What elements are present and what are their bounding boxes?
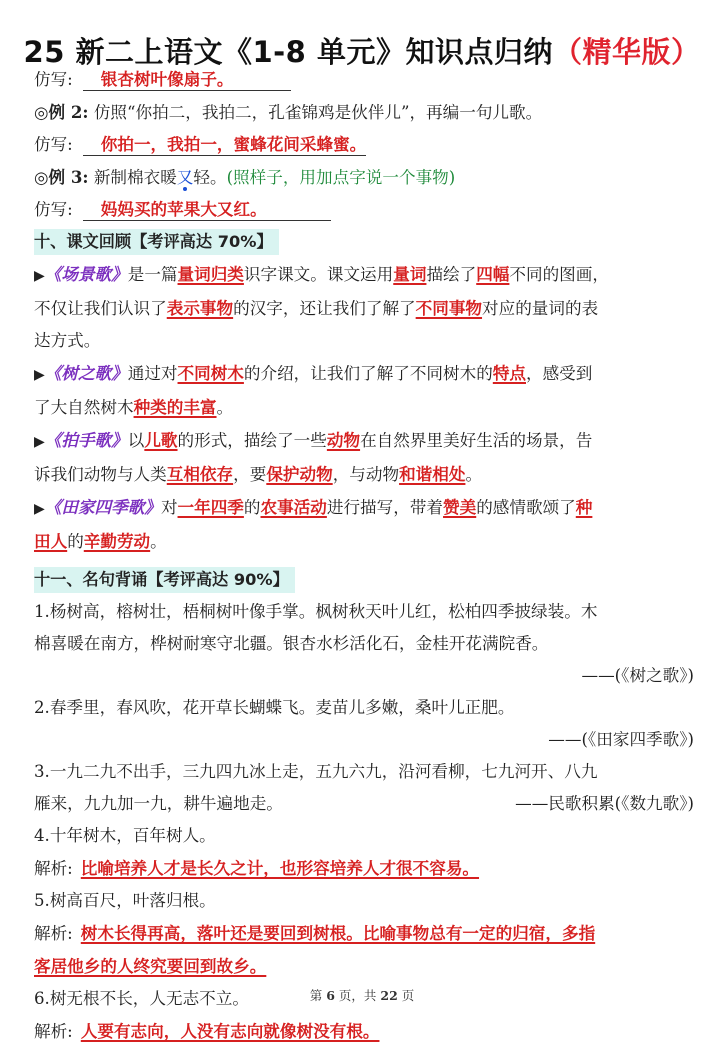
lesson-title: 《树之歌》 <box>44 363 128 383</box>
quote-3-line-2: 雁来，九九加一九，耕牛遍地走。 ——民歌积累(《数九歌》) <box>34 788 694 820</box>
example-3-hint: (照样子，用加点字说一个事物) <box>226 168 456 187</box>
quote-5: 5.树高百尺，叶落归根。 <box>34 891 216 910</box>
review-farm-seasons-song: ▶《田家四季歌》对一年四季的农事活动进行描写，带着赞美的感情歌颂了种 <box>34 497 593 517</box>
review-tree-song-cont: 了大自然树木种类的丰富。 <box>34 397 234 417</box>
document-body <box>34 64 694 1048</box>
section-heading: 十一、名句背诵【考评高达 90%】 <box>34 567 295 593</box>
review-scene-song: ▶《场景歌》是一篇量词归类识字课文。课文运用量词描绘了四幅不同的图画， <box>34 264 609 284</box>
quote-5-analysis-cont: 客居他乡的人终究要回到故乡。 <box>34 956 267 976</box>
review-scene-song-end: 达方式。 <box>34 331 101 350</box>
arrow-icon: ▶ <box>34 367 45 383</box>
quote-4: 4.十年树木，百年树人。 <box>34 826 216 845</box>
arrow-icon: ▶ <box>34 501 45 517</box>
answer-blank: 妈妈买的苹果大又红。 <box>83 198 331 221</box>
answer-blank: 银杏树叶像扇子。 <box>83 68 291 91</box>
quote-2-line-1: 2.春季里，春风吹，花开草长蝴蝶飞。麦苗儿多嫩，桑叶儿正肥。 <box>34 698 515 717</box>
review-clap-song-cont: 诉我们动物与人类互相依存，要保护动物，与动物和谐相处。 <box>34 464 483 484</box>
lesson-title: 《田家四季歌》 <box>44 497 161 517</box>
title-highlight: （精华版） <box>552 35 701 69</box>
arrow-icon: ▶ <box>34 434 45 450</box>
current-page: 6 <box>326 988 335 1003</box>
arrow-icon: ▶ <box>34 268 45 284</box>
review-farm-seasons-song-cont: 田人的辛勤劳动。 <box>34 531 167 551</box>
lesson-title: 《场景歌》 <box>44 264 128 284</box>
review-scene-song-cont: 不仅让我们认识了表示事物的汉字，还让我们了解了不同事物对应的量词的表 <box>34 298 599 318</box>
quote-4-analysis: 解析: 比喻培养人才是长久之计，也形容培养人才很不容易。 <box>34 858 480 878</box>
quote-6-analysis: 解析: 人要有志向，人没有志向就像树没有根。 <box>34 1021 380 1041</box>
example-3-prompt: ◎例 3: 新制棉衣暖又轻。(照样子，用加点字说一个事物) <box>34 167 456 187</box>
example-2-answer: 仿写: 你拍一，我拍一，蜜蜂花间采蜂蜜。 <box>34 134 367 154</box>
example-3-answer: 仿写: 妈妈买的苹果大又红。 <box>34 194 694 226</box>
review-clap-song: ▶《拍手歌》以儿歌的形式，描绘了一些动物在自然界里美好生活的场景，告 <box>34 430 593 450</box>
quote-1-source: ——(《树之歌》) <box>581 666 694 685</box>
section-11-heading-line <box>34 564 694 596</box>
section-heading: 十、课文回顾【考评高达 70%】 <box>34 229 279 255</box>
review-tree-song: ▶《树之歌》通过对不同树木的介绍，让我们了解了不同树木的特点，感受到 <box>34 363 593 383</box>
quote-1-line-1: 1.杨树高，榕树壮，梧桐树叶像手掌。枫树秋天叶儿红，松柏四季披绿装。木 <box>34 602 598 621</box>
example-1-answer: 仿写: 银杏树叶像扇子。 <box>34 64 694 96</box>
section-10-heading-line <box>34 226 694 258</box>
title-main: 25 新二上语文《1-8 单元》知识点归纳 <box>23 35 553 69</box>
quote-3-source: ——民歌积累(《数九歌》) <box>515 794 694 813</box>
lesson-title: 《拍手歌》 <box>44 430 128 450</box>
answer-blank: 你拍一，我拍一，蜜蜂花间采蜂蜜。 <box>83 133 367 156</box>
quote-1-line-2: 棉喜暖在南方，桦树耐寒守北疆。银杏水杉活化石，金桂开花满院香。 <box>34 634 549 653</box>
page-footer: 第 6 页，共 22 页 <box>309 988 415 1003</box>
quote-2-source: ——(《田家四季歌》) <box>548 730 694 749</box>
example-2-prompt: ◎例 2: 仿照“你拍二，我拍二，孔雀锦鸡是伙伴儿”，再编一句儿歌。 <box>34 102 543 122</box>
quote-6: 6.树无根不长，人无志不立。 <box>34 989 249 1008</box>
dotted-character: 又 <box>176 168 194 187</box>
total-pages: 22 <box>380 988 398 1003</box>
quote-3-line-1: 3.一九二九不出手，三九四九冰上走，五九六九，沿河看柳，七九河开、八九 <box>34 762 598 781</box>
quote-5-analysis: 解析: 树木长得再高，落叶还是要回到树根。比喻事物总有一定的归宿，多指 <box>34 923 596 943</box>
